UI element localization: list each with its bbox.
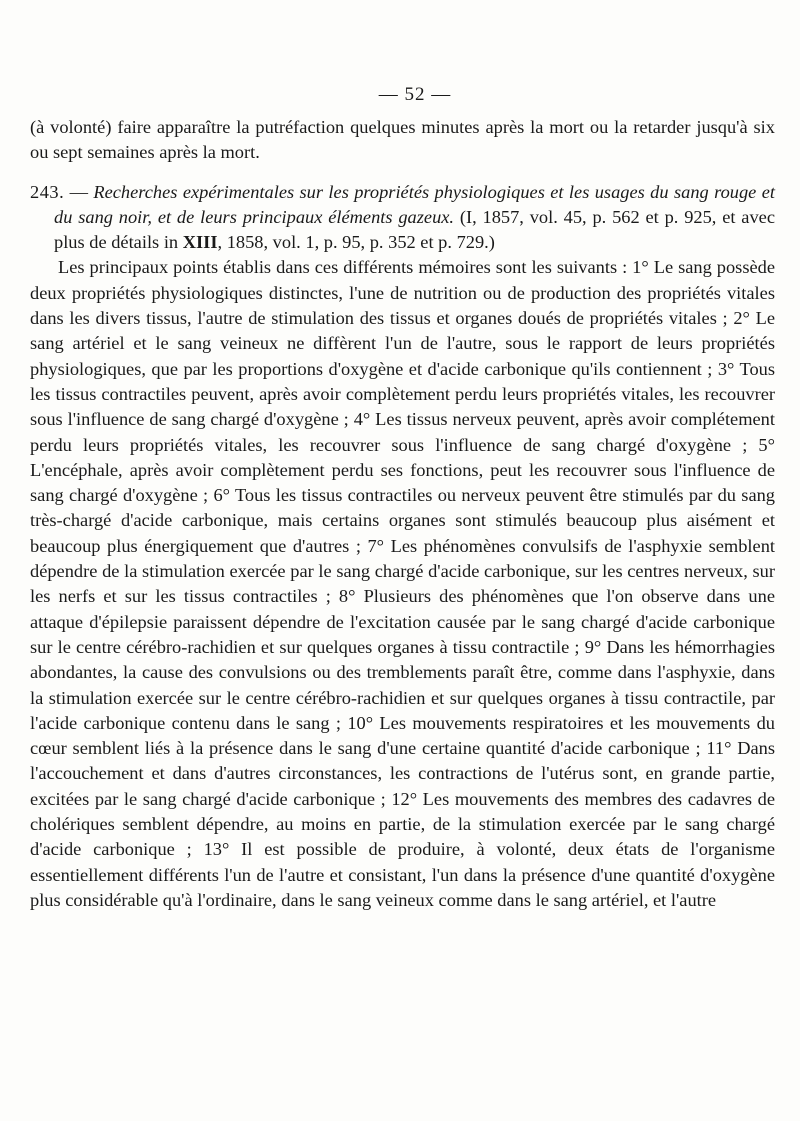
- entry-dash: —: [69, 181, 88, 202]
- entry-citation-part-a: (I, 1857, vol. 45, p. 562 et p. 925, et avec plus de détails in: [54, 206, 775, 253]
- bibliography-entry: [30, 180, 775, 256]
- entry-citation-volume: XIII: [182, 232, 218, 253]
- entry-citation-part-b: , 1858, vol. 1, p. 95, p. 352 et p. 729.): [217, 232, 495, 253]
- entry-number: 243.: [30, 181, 65, 202]
- page-number: — 52 —: [378, 84, 452, 105]
- page-body: [30, 115, 775, 913]
- entry-title: Recherches expérimentales sur les propriétés physiologiques et les usages du sang rouge et du sang noir, et de leurs principaux éléments gazeux.: [54, 181, 775, 227]
- summary-paragraph: Les principaux points établis dans ces différents mémoires sont les suivants : 1° Le sang possède deux propriétés physiologiques distinctes, l'une de nutrition ou de production des propriétés vitales dans les divers tissus, l'autre de stimulation des tissus et organes doués de propriétés vitales ; 2° Le sang artériel et le sang veineux ne diffèrent l'un de l'autre, sous le rapport de leurs propriétés physiologiques, que par les proportions d'oxygène et d'acide carbonique qu'ils contiennent ; 3° Tous les tissus contractiles peuvent, après avoir complètement perdu leurs propriétés vitales, les recouvrer sous l'influence de sang chargé d'oxygène ; 4° Les tissus nerveux peuvent, après avoir complétement perdu leurs propriétés vitales, les recouvrer sous l'influence de sang chargé d'oxygène ; 5° L'encéphale, après avoir complètement perdu ses fonctions, peut les recouvrer sous l'influence de sang chargé d'oxygène ; 6° Tous les tissus contractiles ou nerveux peuvent être stimulés par du sang très-chargé d'acide carbonique, mais certains organes sont stimulés beaucoup plus aisément et beaucoup plus énergiquement que d'autres ; 7° Les phénomènes convulsifs de l'asphyxie semblent dépendre de la stimulation exercée par le sang chargé d'acide carbonique, sur les centres nerveux, sur les nerfs et sur les tissus contractiles ; 8° Plusieurs des phénomènes que l'on observe dans une attaque d'épilepsie paraissent dépendre de l'excitation causée par le sang chargé d'acide carbonique sur le centre cérébro-rachidien et sur quelques organes à tissu contractile ; 9° Dans les hémorrhagies abondantes, la cause des convulsions ou des tremblements paraît être, comme dans l'asphyxie, dans la stimulation exercée sur le centre cérébro-rachidien et sur quelques organes à tissu contractile, par l'acide carbonique contenu dans le sang ; 10° Les mouvements respiratoires et les mouvements du cœur semblent liés à la présence dans le sang d'une certaine quantité d'acide carbonique ; 11° Dans l'accouchement et dans d'autres circonstances, les contractions de l'utérus sont, en grande partie, excitées par le sang chargé d'acide carbonique ; 12° Les mouvements des membres des cadavres de cholériques semblent dépendre, au moins en partie, de la stimulation exercée par le sang chargé d'acide carbonique ; 13° Il est possible de produire, à volonté, deux états de l'organisme essentiellement différents l'un de l'autre et consistant, l'un dans la présence d'une quantité d'oxygène plus considérable qu'à l'ordinaire, dans le sang veineux comme dans le sang artériel, et l'autre: [30, 257, 775, 910]
- continued-paragraph: (à volonté) faire apparaître la putréfaction quelques minutes après la mort ou la retarder jusqu'à six ou sept semaines après la mort.: [30, 117, 775, 163]
